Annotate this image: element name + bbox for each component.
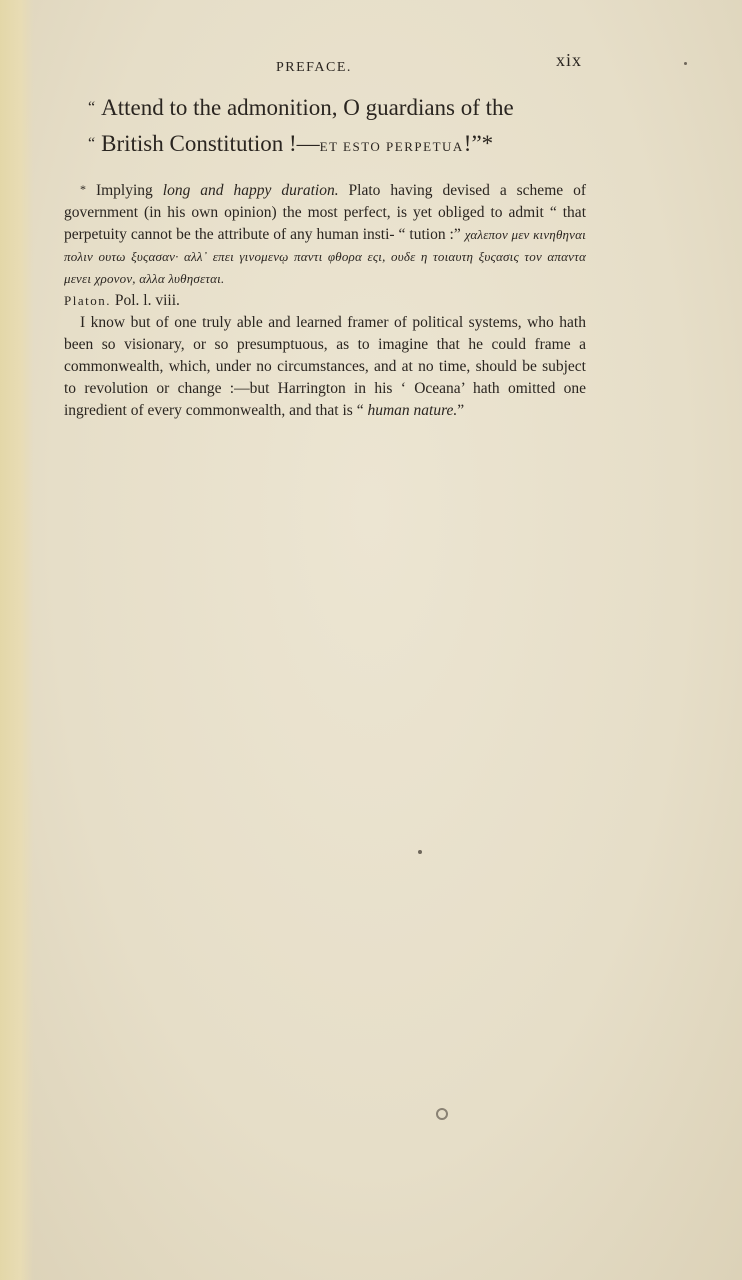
page-gutter [0, 0, 34, 1280]
ink-speck-corner [684, 62, 687, 65]
quote-line-1-text: Attend to the admonition, O guardians of the [101, 95, 514, 120]
ink-speck [418, 850, 422, 854]
quote-close: !”* [463, 131, 494, 156]
quote-open-mark: “ [88, 99, 96, 116]
footnote-lead-italic: long and happy duration. [162, 182, 339, 199]
quote-line-2-open-mark: “ [88, 135, 96, 152]
footnote-greek-quote: χαλεπον μεν κινηθηναι πολιν ουτω ξυςασαν· αλλ᾽ επει γινομενῳ παντι φθορα εςι, ουδε η τοιαυτη ξυςασις τον απαντα μενει χρονον, αλλα λυθησεται. [64, 227, 586, 286]
footnote-citation-author: Platon. [64, 293, 111, 308]
body-paragraph-italic: human nature. [367, 402, 458, 419]
quote-motto: ET ESTO PERPETUA [319, 139, 464, 154]
footnote-citation: Pol. l. viii. [110, 292, 180, 309]
footnote-marker: * [80, 182, 86, 196]
body-paragraph-text: I know but of one truly able and learned framer of political systems, who hath been so visionary, or so presumptuous, as to imagine that he could frame a commonwealth, which, under no circumstances, and at no time, should be subject to revolution or change :—but Harrington in his ‘ Oceana’ hath omitted one ingredient of every commonwealth, and that is “ [64, 314, 586, 419]
footnote-lead: Implying [95, 182, 163, 199]
footnote [64, 178, 586, 422]
ink-ring [436, 1108, 448, 1120]
body-paragraph [64, 312, 586, 422]
quote-line-1 [88, 90, 588, 125]
body-paragraph-close: ” [457, 402, 465, 419]
running-title: PREFACE. [276, 60, 352, 75]
footnote-text: Plato having devised a scheme of government (in his own opinion) the most perfect, is yet obliged to admit “ that perpetuity cannot be the attribute of any human insti- “ tution :” [64, 182, 586, 243]
quote-line-2-text: British Constitution !— [101, 131, 320, 156]
page-number: xix [556, 50, 583, 70]
quote-line-2 [88, 126, 588, 164]
